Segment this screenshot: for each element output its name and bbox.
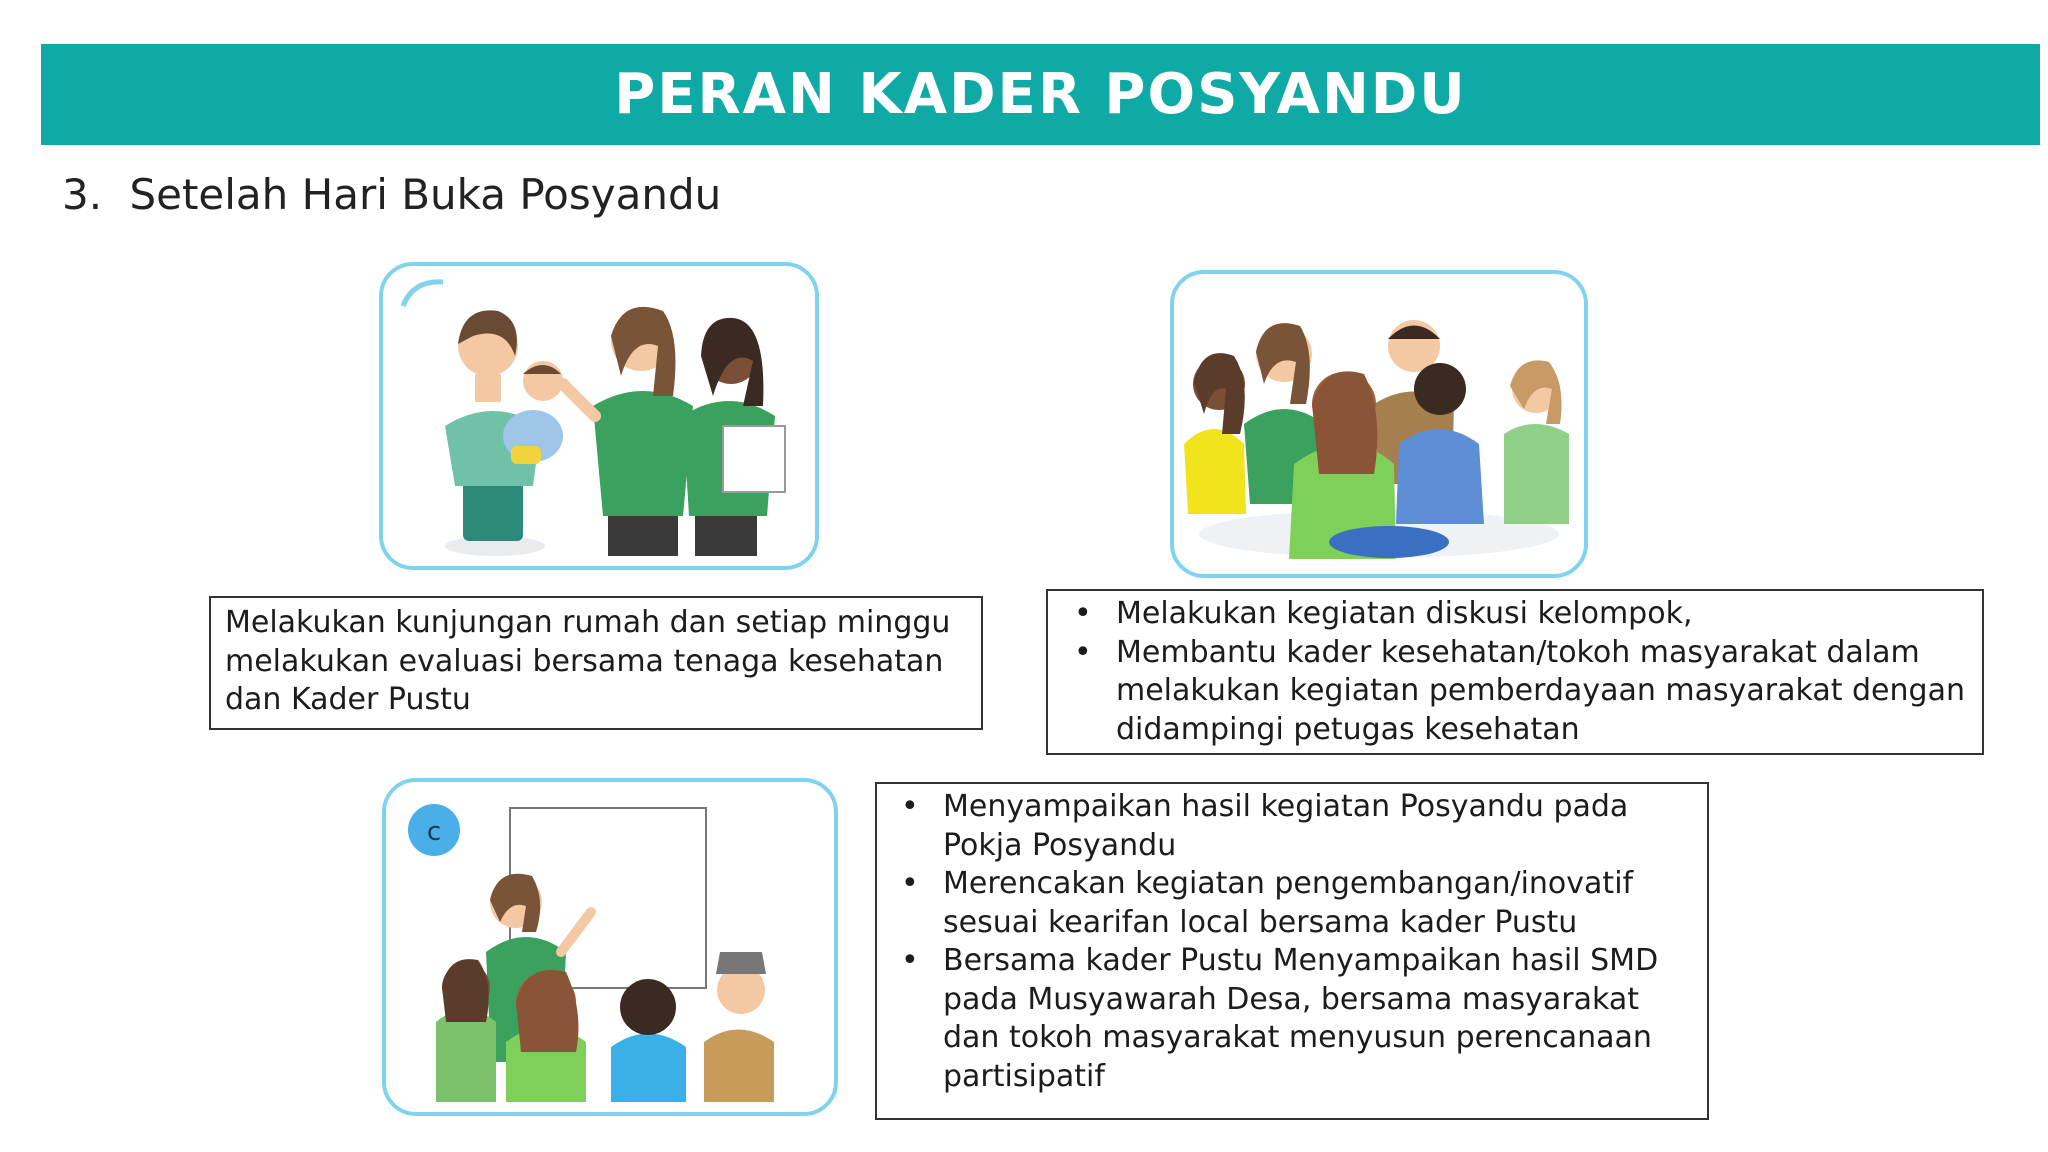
list-item: • Menyampaikan hasil kegiatan Posyandu pada Pokja Posyandu [889, 788, 1699, 865]
home-visit-illustration [379, 262, 819, 570]
presentation-illustration [382, 778, 838, 1116]
discussion-list [1062, 595, 1974, 749]
section-heading [62, 170, 721, 219]
reporting-list [889, 788, 1699, 1096]
audience-figure [704, 952, 774, 1102]
list-item: • Merencakan kegiatan pengembangan/inovatif sesuai kearifan local bersama kader Pustu [889, 865, 1699, 942]
group-discussion-illustration [1170, 270, 1588, 578]
corner-arc [403, 282, 443, 306]
presentation-scene [386, 782, 834, 1112]
baby-figure [503, 361, 563, 464]
list-item: • Melakukan kegiatan diskusi kelompok, [1062, 595, 1974, 634]
corner-gap [386, 782, 456, 804]
home-visit-scene [383, 266, 815, 566]
home-visit-text: Melakukan kunjungan rumah dan setiap minggu melakukan evaluasi bersama tenaga kesehatan dan Kader Pustu [225, 605, 951, 717]
cadre-figure [683, 318, 785, 556]
participant-right [1504, 360, 1569, 524]
group-discussion-scene [1174, 274, 1584, 574]
title-banner [41, 44, 2040, 145]
audience-figure [436, 959, 496, 1102]
cadre-figure [563, 307, 693, 556]
page-title: PERAN KADER POSYANDU [614, 62, 1467, 127]
section-number: 3. [62, 170, 103, 219]
home-visit-textbox [209, 596, 983, 730]
discussion-textbox [1046, 589, 1984, 755]
section-title: Setelah Hari Buka Posyandu [129, 170, 722, 219]
reporting-textbox [875, 782, 1709, 1120]
list-item: • Bersama kader Pustu Menyampaikan hasil SMD pada Musyawarah Desa, bersama masyarakat dan tokoh masyarakat menyusun perencanaan partisipatif [889, 942, 1699, 1096]
list-item: • Membantu kader kesehatan/tokoh masyarakat dalam melakukan kegiatan pemberdayaan masyarakat dengan didampingi petugas kesehatan [1062, 634, 1974, 750]
badge-letter: c [426, 817, 442, 847]
audience-figure [611, 979, 686, 1102]
participant-yellow [1184, 353, 1246, 514]
